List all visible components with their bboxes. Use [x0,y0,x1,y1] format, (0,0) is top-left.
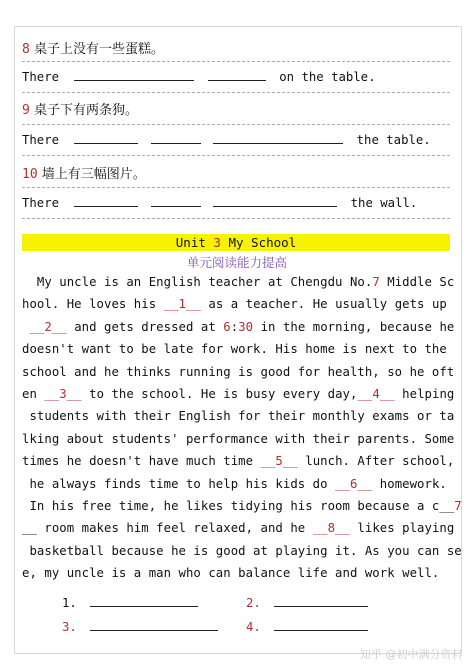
passage-text: basketball because he is good at playing it. As you can se [22,543,462,558]
answer-1 [62,595,198,610]
blank-marker: __6__ [335,476,373,491]
passage-text: likes playing [349,521,455,536]
passage-line [22,387,454,401]
item-10-prompt [22,163,146,182]
answer-number: 4. [246,620,261,634]
blank-marker: __2__ [22,319,67,334]
watermark: 知乎 @初中满分资料 [360,648,463,661]
answer-blank[interactable] [90,619,218,631]
passage-text: school and he thinks running is good for health, so he oft [22,364,455,379]
item-number: 9 [22,103,30,118]
passage-text: students with their English for their monthly exams or ta [22,409,455,424]
blank[interactable] [213,195,337,207]
blank-marker: __1__ [163,297,201,312]
item-8-prompt [22,38,164,57]
blank-marker: __5__ [260,454,298,469]
passage-line [22,566,439,580]
unit-number: 3 [213,235,221,250]
sentence-start: There [22,70,60,84]
blank-marker: 7 [372,275,380,289]
passage-text: My uncle is an English teacher at Chengdu No. [22,275,373,289]
passage-line [22,320,454,334]
sentence-start: There [22,196,60,210]
answer-2 [246,595,368,610]
unit-heading [22,234,450,251]
passage-text: helping [394,387,455,401]
passage-line [22,365,454,379]
answer-blank[interactable] [90,595,198,607]
passage-text: and gets dressed at [66,319,224,334]
answer-number: 3. [62,620,77,634]
passage-text: to the school. He is busy every day, [81,387,358,401]
answer-number: 1. [62,596,77,610]
passage-line [22,409,454,423]
blank[interactable] [208,69,266,81]
answer-blank[interactable] [274,619,368,631]
blank[interactable] [74,132,138,144]
passage-line [22,275,454,289]
answer-blank[interactable] [274,595,368,607]
passage-text: in the morning, because he [253,319,455,334]
passage-text: he always finds time to help his kids do [22,476,336,491]
passage-text: Middle Sc [379,275,455,289]
divider [22,155,450,156]
item-chinese: 墙上有三幅图片。 [41,167,146,182]
passage-text: e, my uncle is a man who can balance life and work well. [22,566,440,581]
section-subtitle: 单元阅读能力提高 [186,255,287,270]
passage-text: homework. [372,476,447,491]
item-chinese: 桌子上没有一些蛋糕。 [33,42,164,57]
item-number: 10 [22,167,38,182]
passage-line [22,477,447,491]
passage-line [22,342,447,356]
passage-text: : [230,319,239,334]
blank[interactable] [151,195,201,207]
answer-4 [246,619,368,634]
divider [22,218,450,219]
blank[interactable] [213,132,343,144]
passage-text: hool. He loves his [22,297,164,312]
passage-text: times he doesn't have much time [22,454,261,469]
divider [22,187,450,188]
divider [22,92,450,93]
blank-marker: __8__ [312,521,350,536]
item-9-prompt [22,99,138,118]
unit-prefix: Unit [175,235,206,250]
passage-text: en [22,387,45,401]
item-9-sentence [22,132,431,147]
passage-line [22,432,454,446]
blank-marker: 30 [238,319,254,334]
answer-3 [62,619,218,634]
divider [22,124,450,125]
blank-marker: 6 [223,319,231,334]
passage-text: lking about students' performance with their parents. Some [22,431,455,446]
sentence-end: the wall. [350,196,418,210]
blank[interactable] [74,195,138,207]
passage-text: doesn't want to be late for work. His home is next to the [22,342,447,357]
sentence-start: There [22,133,60,147]
blank[interactable] [151,132,201,144]
item-number: 8 [22,42,30,57]
blank-marker: __3__ [44,387,82,401]
answer-number: 2. [246,596,261,610]
passage-text: In his free time, he likes tidying his room because a c__ [22,499,455,513]
passage-text: lunch. After school, [297,454,455,469]
item-chinese: 桌子下有两条狗。 [33,103,138,118]
blank-marker: __4__ [357,387,395,401]
unit-name: My School [228,235,297,250]
passage-line [22,454,454,468]
passage-line [22,297,447,311]
passage-text: as a teacher. He usually gets up [200,297,447,312]
passage-text: __ room makes him feel relaxed, and he [22,521,313,536]
blank[interactable] [74,69,194,81]
sentence-end: the table. [356,133,431,147]
sentence-end: on the table. [279,70,376,84]
passage-line [22,521,454,535]
passage-line [22,544,462,558]
item-10-sentence [22,195,417,210]
item-8-sentence [22,69,376,84]
divider [22,61,450,62]
blank-marker: 7 [454,499,462,513]
passage-line [22,499,462,513]
